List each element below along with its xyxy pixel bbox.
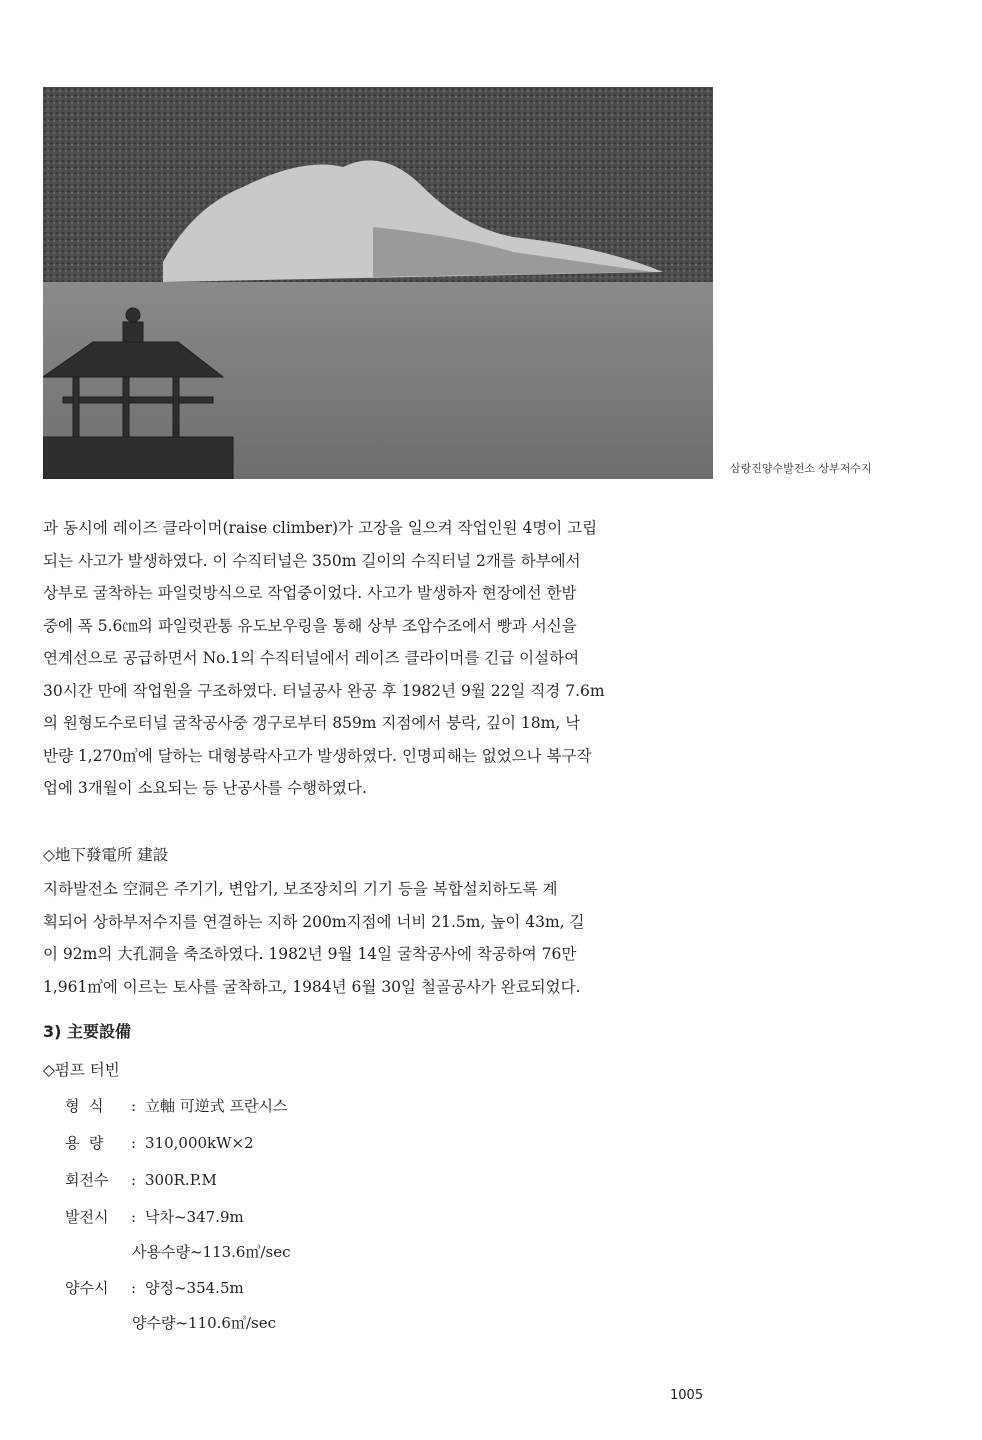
paragraph-intro [43,512,715,805]
spec-row-pumping-flow: 양수량~110.6㎥/sec [132,1314,277,1332]
text-line: 상부로 굴착하는 파일럿방식으로 작업중이었다. 사고가 발생하자 현장에선 한밤 [43,584,577,602]
text-line: 1,961㎥에 이르는 토사를 굴착하고, 1984년 6월 30일 철골공사가 완료되었다. [43,977,581,996]
text-line: 의 원형도수로터널 굴착공사중 갱구로부터 859m 지점에서 붕락, 깊이 18m, 낙 [43,714,581,732]
spec-row-speed: 회전수 : 300R.P.M [65,1171,217,1189]
text-line: 반량 1,270㎥에 달하는 대형붕락사고가 발생하였다. 인명피해는 없었으나 복구작 [43,746,592,765]
photo-illustration [43,87,713,479]
heading-pump-turbine: ◇펌프 터빈 [43,1061,120,1079]
text-line: 중에 폭 5.6㎝의 파일럿관통 유도보우링을 통해 상부 조압수조에서 빵과 서신을 [43,616,577,635]
heading-underground-powerhouse: ◇地下發電所 建設 [43,846,169,864]
text-line: 지하발전소 空洞은 주기기, 변압기, 보조장치의 기기 등을 복합설치하도록 계 [43,880,558,898]
spec-row-pumping: 양수시 : 양정~354.5m [65,1279,244,1297]
text-line: 획되어 상하부저수지를 연결하는 지하 200m지점에 너비 21.5m, 높이 43m, 길 [43,912,585,931]
photo-caption: 삼랑진양수발전소 상부저수지 [730,462,872,475]
text-line: 연계선으로 공급하면서 No.1의 수직터널에서 레이즈 클라이머를 긴급 이설하여 [43,649,580,667]
spec-row-generation: 발전시 : 낙차~347.9m [65,1208,244,1226]
reservoir-photo [43,87,713,479]
spec-row-type: 형 식 : 立軸 可逆式 프란시스 [65,1097,288,1115]
text-line: 30시간 만에 작업원을 구조하였다. 터널공사 완공 후 1982년 9월 22일 직경 7.6m [43,681,605,700]
spec-row-generation-flow: 사용수량~113.6㎥/sec [132,1243,291,1261]
section-main-equipment: 3) 主要設備 [43,1022,132,1041]
text-line: 업에 3개월이 소요되는 등 난공사를 수행하였다. [43,779,367,797]
text-line: 이 92m의 大孔洞을 축조하였다. 1982년 9월 14일 굴착공사에 착공하여 76만 [43,945,577,963]
spec-row-capacity: 용 량 : 310,000kW×2 [65,1134,254,1152]
paragraph-powerhouse [43,873,715,1003]
text-line: 과 동시에 레이즈 클라이머(raise climber)가 고장을 일으켜 작업인원 4명이 고립 [43,519,598,537]
text-line: 되는 사고가 발생하였다. 이 수직터널은 350m 길이의 수직터널 2개를 하부에서 [43,551,581,570]
page-number: 1005 [670,1388,704,1403]
